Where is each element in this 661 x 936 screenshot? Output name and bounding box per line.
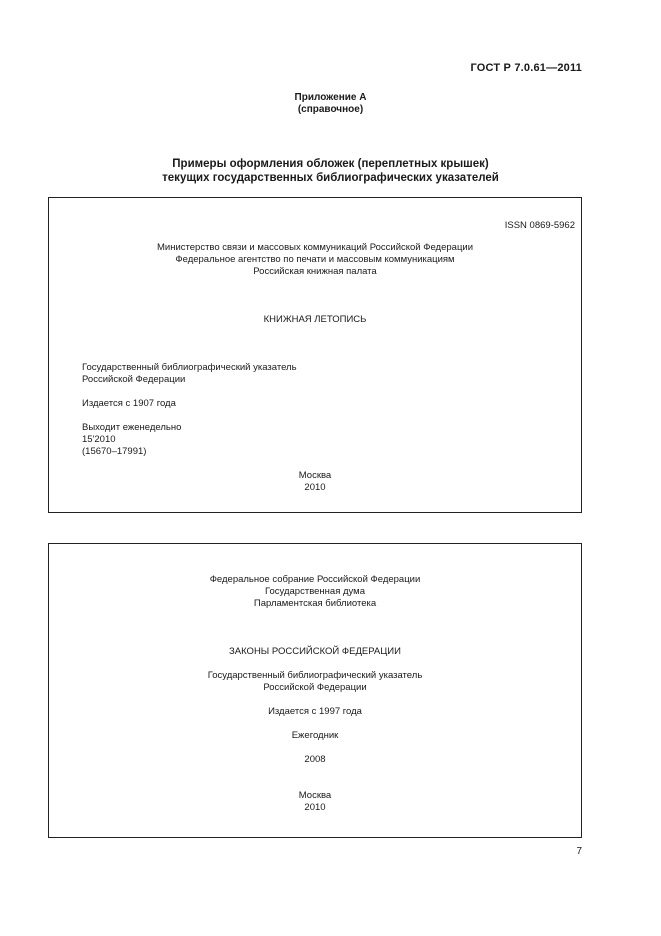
publisher-line-2: Федеральное агентство по печати и массовым коммуникациям (175, 254, 455, 265)
appendix-note: (справочное) (297, 104, 364, 115)
year-of-publication: 2010 (304, 482, 326, 493)
section-title (0, 157, 661, 185)
publisher-line-2: Государственная дума (265, 586, 365, 597)
publication-type-line-1: Государственный библиографический указатель (207, 670, 423, 681)
publication-title: КНИЖНАЯ ЛЕТОПИСЬ (263, 314, 367, 325)
cover-example-1 (48, 197, 582, 513)
publication-type-line-2: Российской Федерации (82, 374, 186, 385)
frequency-line: Ежегодник (291, 730, 339, 741)
section-title-line-2: текущих государственных библиографических указателей (162, 172, 499, 184)
year-of-publication: 2010 (304, 802, 326, 813)
publication-since: Издается с 1997 года (268, 706, 362, 717)
issue-year: 2008 (304, 754, 326, 765)
frequency-line: Выходит еженедельно (82, 422, 182, 433)
publisher-line-3: Российская книжная палата (253, 266, 377, 277)
standard-code: ГОСТ Р 7.0.61—2011 (470, 62, 582, 74)
page-number: 7 (576, 846, 582, 857)
publication-type-line-2: Российской Федерации (263, 682, 367, 693)
appendix-heading (0, 92, 661, 116)
issue-number: 15'2010 (82, 434, 116, 445)
cumulative-numbers: (15670–17991) (82, 446, 147, 457)
place-of-publication: Москва (298, 470, 332, 481)
publisher-line-1: Министерство связи и массовых коммуникаций Российской Федерации (156, 242, 473, 253)
appendix-title: Приложение А (294, 92, 367, 103)
publisher-line-3: Парламентская библиотека (253, 598, 377, 609)
section-title-line-1: Примеры оформления обложек (переплетных крышек) (172, 158, 489, 170)
publication-since: Издается с 1907 года (82, 398, 176, 409)
issn-number: ISSN 0869-5962 (504, 220, 575, 231)
publication-type-line-1: Государственный библиографический указатель (82, 362, 297, 373)
publication-title: ЗАКОНЫ РОССИЙСКОЙ ФЕДЕРАЦИИ (229, 646, 401, 657)
cover-example-2 (48, 543, 582, 838)
publisher-line-1: Федеральное собрание Российской Федерации (209, 574, 421, 585)
place-of-publication: Москва (298, 790, 332, 801)
